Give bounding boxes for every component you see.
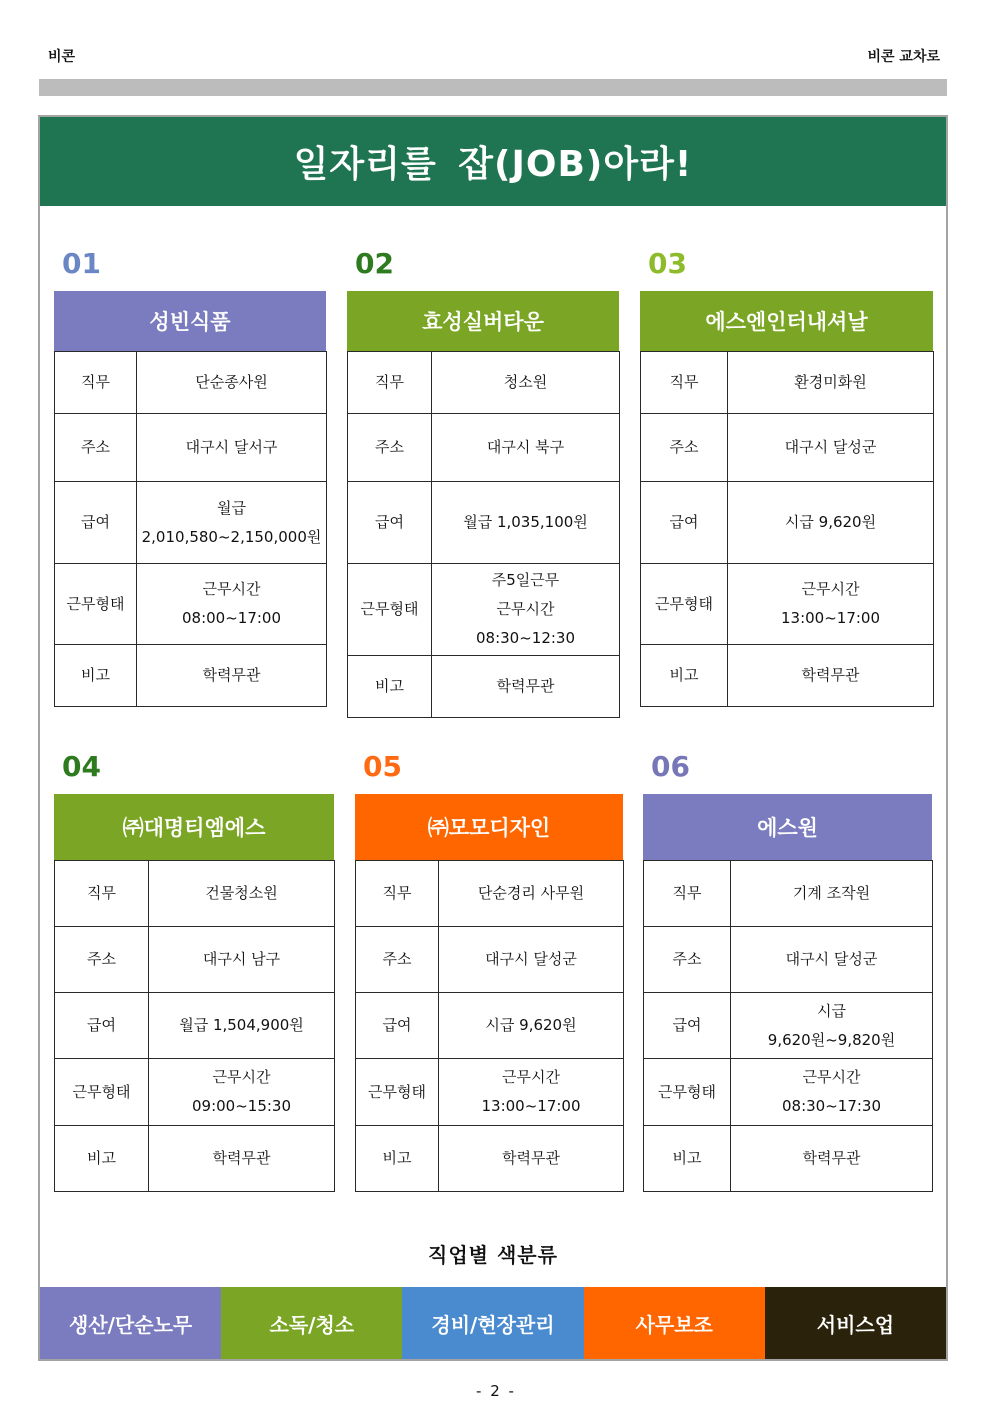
table-row xyxy=(55,352,327,414)
job-details-table xyxy=(355,860,624,1192)
category-item: 생산/단순노무 xyxy=(40,1287,221,1359)
row-value: 근무시간 08:30~17:30 xyxy=(731,1059,933,1126)
table-row xyxy=(356,1126,624,1192)
row-value: 대구시 달성군 xyxy=(731,927,933,993)
header-bar xyxy=(39,79,947,96)
table-row xyxy=(348,482,620,564)
row-label: 비고 xyxy=(55,645,137,707)
row-value: 근무시간 13:00~17:00 xyxy=(439,1059,624,1126)
table-row xyxy=(641,482,934,564)
row-value: 월급 1,504,900원 xyxy=(149,993,335,1059)
table-row xyxy=(356,993,624,1059)
row-label: 비고 xyxy=(55,1126,149,1192)
row-value: 학력무관 xyxy=(728,645,934,707)
table-row xyxy=(356,1059,624,1126)
table-row xyxy=(641,414,934,482)
table-row xyxy=(55,414,327,482)
table-row xyxy=(644,1126,933,1192)
row-value: 학력무관 xyxy=(432,656,620,718)
row-label: 직무 xyxy=(356,861,439,927)
categories-title: 직업별 색분류 xyxy=(428,1243,558,1267)
job-number: 02 xyxy=(355,247,394,280)
row-label: 근무형태 xyxy=(356,1059,439,1126)
row-value: 단순경리 사무원 xyxy=(439,861,624,927)
row-label: 주소 xyxy=(641,414,728,482)
row-value: 건물청소원 xyxy=(149,861,335,927)
row-label: 주소 xyxy=(356,927,439,993)
row-label: 직무 xyxy=(55,861,149,927)
row-value: 시급 9,620원~9,820원 xyxy=(731,993,933,1059)
table-row xyxy=(641,352,934,414)
row-label: 비고 xyxy=(356,1126,439,1192)
table-row xyxy=(641,645,934,707)
row-value: 학력무관 xyxy=(439,1126,624,1192)
row-value: 대구시 북구 xyxy=(432,414,620,482)
row-label: 직무 xyxy=(55,352,137,414)
company-name: ㈜대명티엠에스 xyxy=(54,794,334,860)
row-value: 학력무관 xyxy=(149,1126,335,1192)
table-row xyxy=(356,927,624,993)
table-row xyxy=(644,861,933,927)
row-value: 기계 조작원 xyxy=(731,861,933,927)
row-value: 대구시 남구 xyxy=(149,927,335,993)
table-row xyxy=(55,993,335,1059)
job-number: 03 xyxy=(648,247,687,280)
row-label: 주소 xyxy=(348,414,432,482)
row-label: 급여 xyxy=(55,993,149,1059)
row-label: 근무형태 xyxy=(641,564,728,645)
row-label: 급여 xyxy=(348,482,432,564)
page-title: 일자리를 잡(JOB)아라! xyxy=(40,117,946,206)
table-row xyxy=(348,656,620,718)
row-label: 근무형태 xyxy=(55,564,137,645)
row-label: 직무 xyxy=(644,861,731,927)
row-label: 비고 xyxy=(644,1126,731,1192)
row-value: 시급 9,620원 xyxy=(728,482,934,564)
company-name: 에스원 xyxy=(643,794,932,860)
table-row xyxy=(55,927,335,993)
header-left: 비콘 xyxy=(48,49,76,65)
table-row xyxy=(644,927,933,993)
row-value: 주5일근무 근무시간 08:30~12:30 xyxy=(432,564,620,656)
table-row xyxy=(644,993,933,1059)
table-row xyxy=(348,414,620,482)
row-label: 주소 xyxy=(55,927,149,993)
row-label: 직무 xyxy=(348,352,432,414)
row-value: 시급 9,620원 xyxy=(439,993,624,1059)
row-value: 단순종사원 xyxy=(137,352,327,414)
company-name: 성빈식품 xyxy=(54,291,326,351)
row-value: 월급 1,035,100원 xyxy=(432,482,620,564)
category-item: 소독/청소 xyxy=(221,1287,402,1359)
table-row xyxy=(356,861,624,927)
row-label: 근무형태 xyxy=(348,564,432,656)
row-value: 대구시 달성군 xyxy=(439,927,624,993)
row-label: 근무형태 xyxy=(644,1059,731,1126)
job-number: 06 xyxy=(651,750,690,783)
row-value: 학력무관 xyxy=(731,1126,933,1192)
job-details-table xyxy=(643,860,933,1192)
job-listing-frame xyxy=(38,115,948,1361)
job-details-table xyxy=(54,860,335,1192)
table-row xyxy=(55,861,335,927)
table-row xyxy=(348,564,620,656)
row-value: 학력무관 xyxy=(137,645,327,707)
table-row xyxy=(55,564,327,645)
table-row xyxy=(641,564,934,645)
row-value: 근무시간 08:00~17:00 xyxy=(137,564,327,645)
row-value: 월급 2,010,580~2,150,000원 xyxy=(137,482,327,564)
job-details-table xyxy=(54,351,327,707)
row-value: 대구시 달서구 xyxy=(137,414,327,482)
row-label: 주소 xyxy=(55,414,137,482)
job-details-table xyxy=(347,351,620,718)
company-name: 에스엔인터내셔날 xyxy=(640,291,933,351)
row-value: 환경미화원 xyxy=(728,352,934,414)
table-row xyxy=(55,1059,335,1126)
category-item: 사무보조 xyxy=(584,1287,765,1359)
table-row xyxy=(348,352,620,414)
row-label: 주소 xyxy=(644,927,731,993)
row-label: 급여 xyxy=(644,993,731,1059)
job-details-table xyxy=(640,351,934,707)
row-label: 급여 xyxy=(356,993,439,1059)
job-number: 01 xyxy=(62,247,101,280)
company-name: ㈜모모디자인 xyxy=(355,794,623,860)
table-row xyxy=(644,1059,933,1126)
category-item: 경비/현장관리 xyxy=(402,1287,583,1359)
job-number: 05 xyxy=(363,750,402,783)
row-label: 비고 xyxy=(641,645,728,707)
row-value: 근무시간 13:00~17:00 xyxy=(728,564,934,645)
row-label: 급여 xyxy=(55,482,137,564)
row-value: 청소원 xyxy=(432,352,620,414)
row-label: 직무 xyxy=(641,352,728,414)
page-number: - 2 - xyxy=(476,1382,516,1400)
row-label: 비고 xyxy=(348,656,432,718)
table-row xyxy=(55,482,327,564)
table-row xyxy=(55,1126,335,1192)
row-label: 근무형태 xyxy=(55,1059,149,1126)
company-name: 효성실버타운 xyxy=(347,291,619,351)
category-item: 서비스업 xyxy=(765,1287,946,1359)
job-number: 04 xyxy=(62,750,101,783)
row-value: 근무시간 09:00~15:30 xyxy=(149,1059,335,1126)
row-value: 대구시 달성군 xyxy=(728,414,934,482)
table-row xyxy=(55,645,327,707)
header-right: 비콘 교차로 xyxy=(867,49,940,65)
row-label: 급여 xyxy=(641,482,728,564)
category-legend xyxy=(40,1287,946,1359)
